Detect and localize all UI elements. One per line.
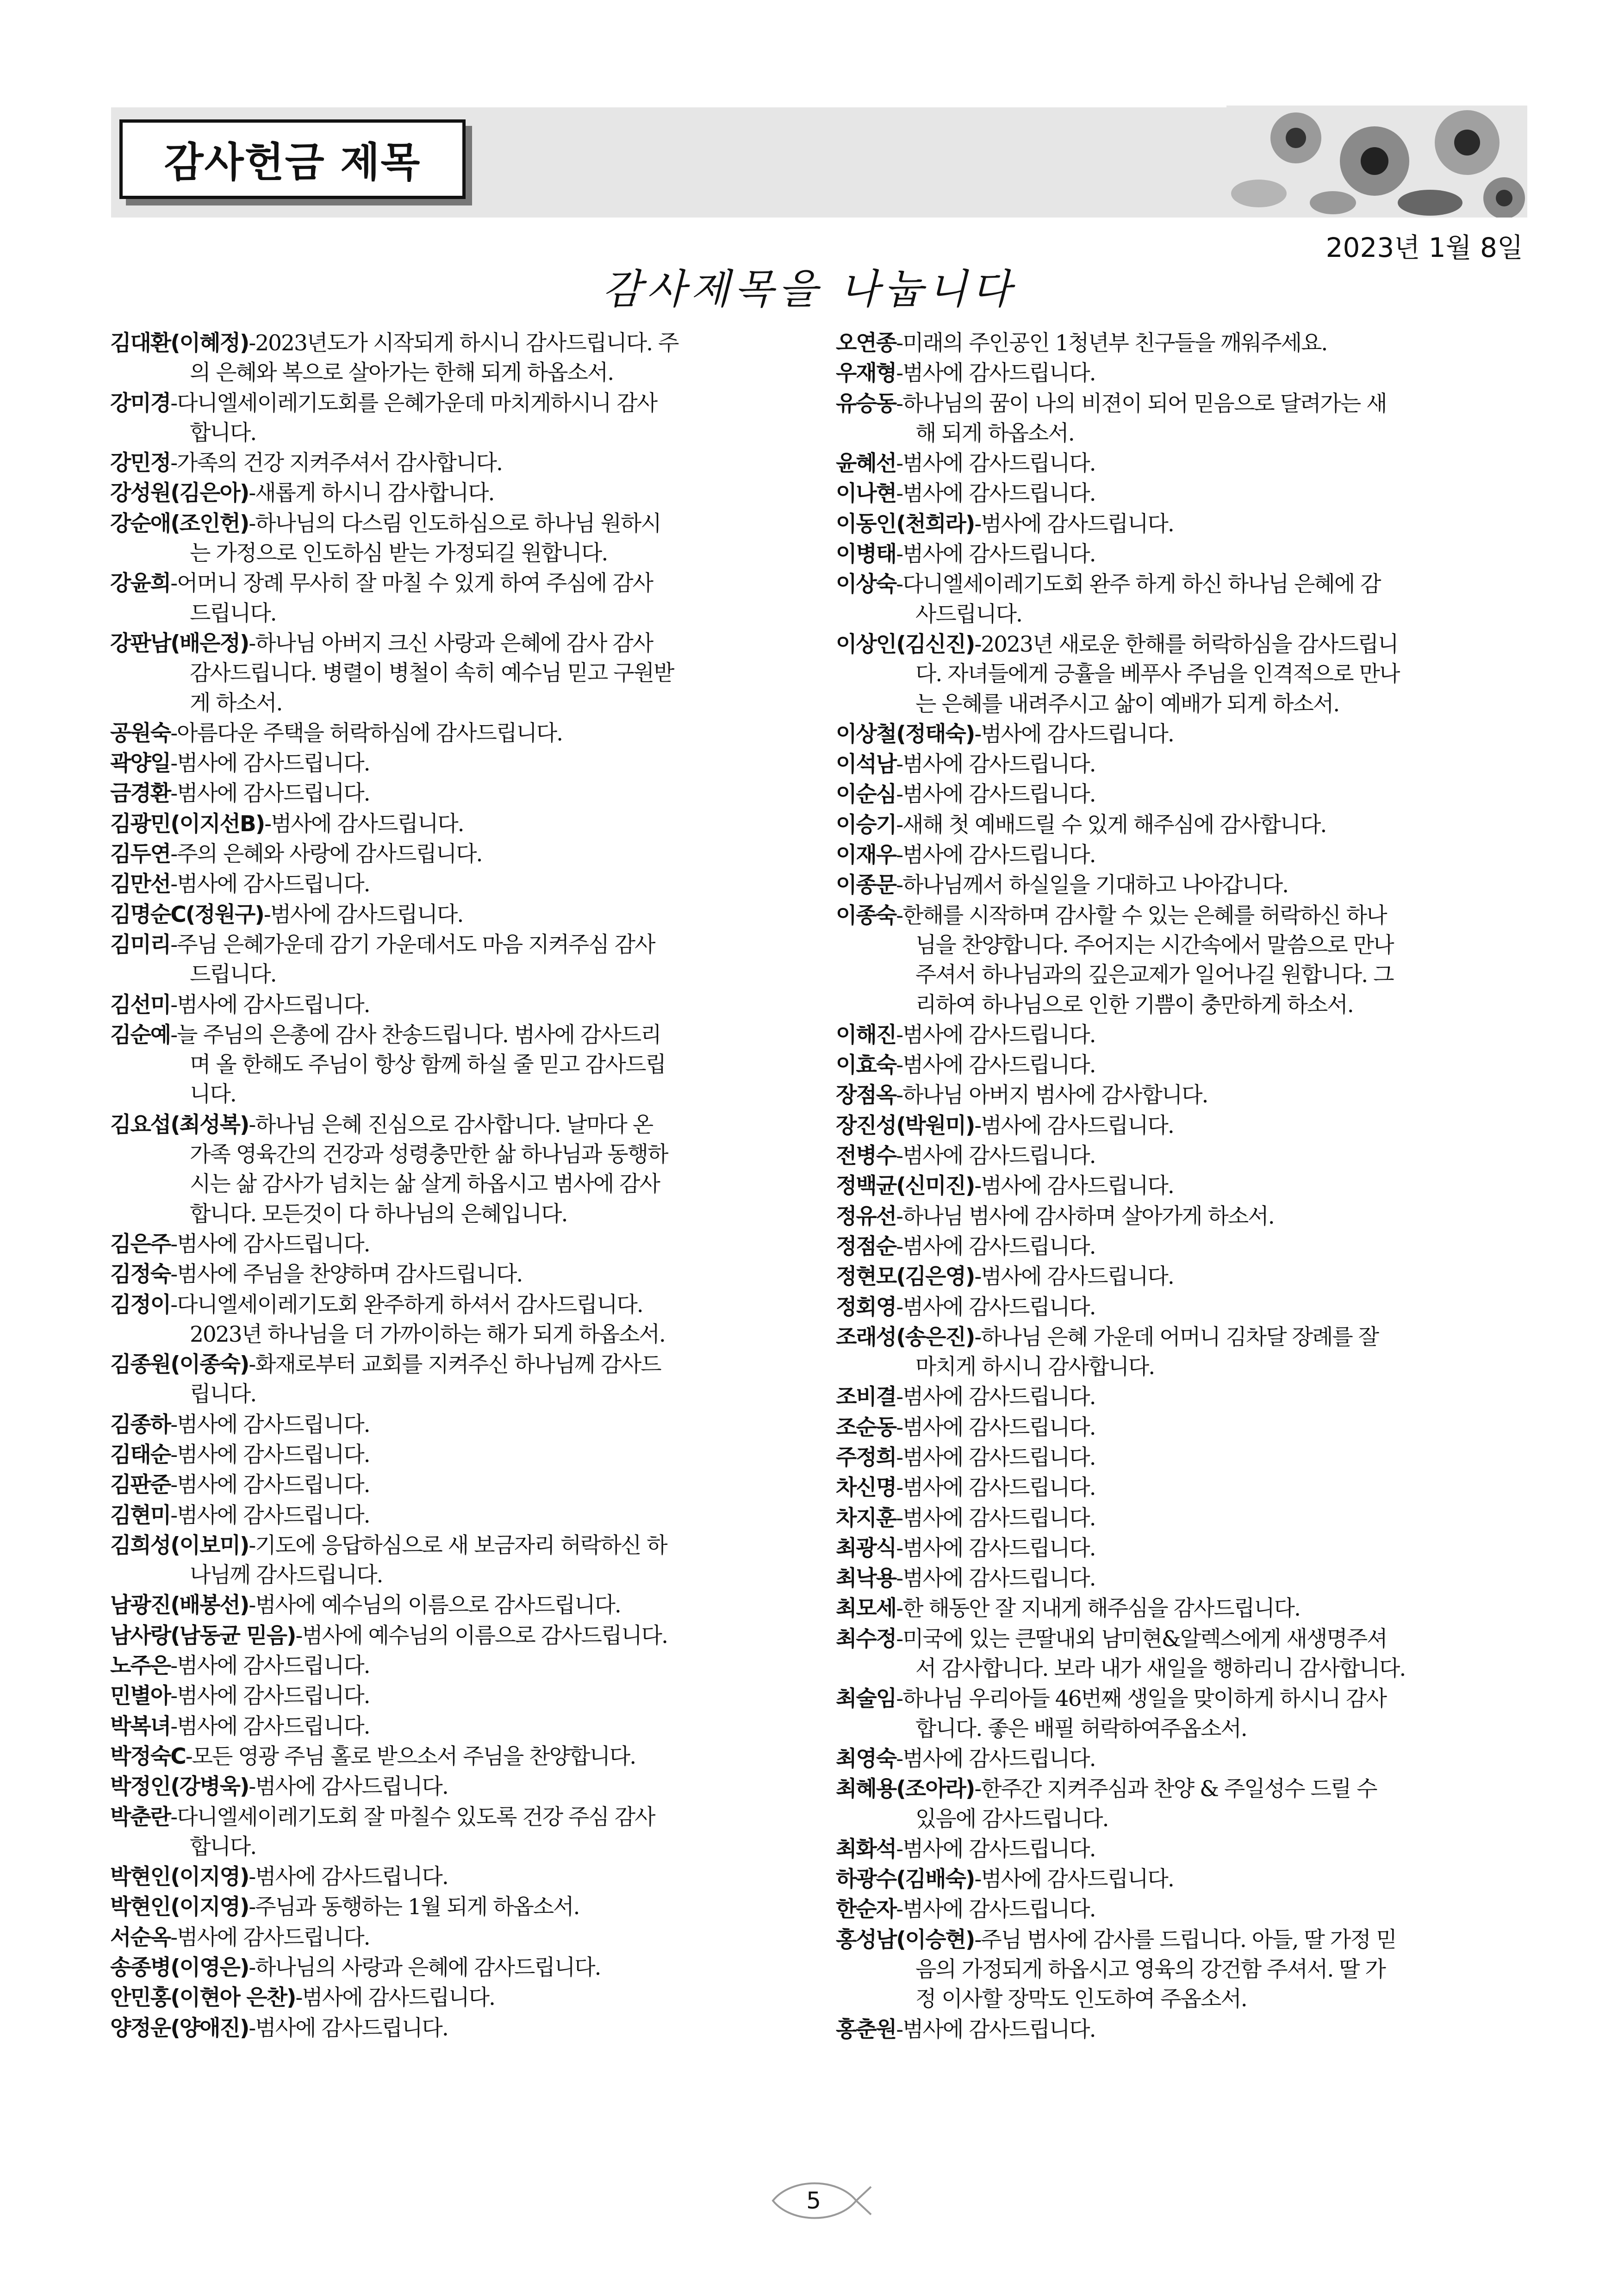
gratitude-entry — [110, 779, 795, 809]
gratitude-entry — [836, 1262, 1521, 1292]
entry-message: -한해를 시작하며 감사할 수 있는 은혜를 허락하신 하나 — [896, 902, 1387, 928]
gratitude-entry — [836, 1141, 1521, 1171]
entry-message: -기도에 응답하심으로 새 보금자리 허락하신 하 — [249, 1532, 667, 1558]
entry-name: 김광민(이지선B) — [110, 811, 265, 837]
gratitude-entry — [836, 1594, 1521, 1624]
entry-name: 강윤희 — [110, 571, 171, 597]
entry-message-continued: 립니다. — [190, 1381, 256, 1407]
gratitude-entry — [836, 479, 1521, 509]
entry-name: 최광식 — [836, 1535, 896, 1561]
entry-name: 이나현 — [836, 481, 896, 507]
entry-name: 홍성남(이승현) — [836, 1927, 975, 1953]
gratitude-entry — [110, 2014, 795, 2043]
entry-message: -주의 은혜와 사랑에 감사드립니다. — [170, 841, 482, 867]
gratitude-entry — [836, 1443, 1521, 1473]
gratitude-entry — [836, 1051, 1521, 1080]
gratitude-entry — [836, 510, 1521, 539]
gratitude-entry — [836, 1081, 1521, 1110]
entry-message-continued: 감사드립니다. 병렬이 병철이 속히 예수님 믿고 구원받 — [190, 660, 674, 686]
entry-message: -범사에 감사드립니다. — [896, 1022, 1095, 1048]
gratitude-entry — [110, 1803, 795, 1862]
entry-message: -하나님 은혜 가운데 어머니 김차달 장례를 잘 — [974, 1324, 1379, 1350]
gratitude-entry — [110, 1681, 795, 1711]
entry-name: 정백균(신미진) — [836, 1173, 975, 1199]
entry-name: 김선미 — [110, 992, 171, 1018]
entry-name: 최혜용(조아라) — [836, 1776, 975, 1802]
gratitude-entry — [836, 1504, 1521, 1533]
entry-name: 김태순 — [110, 1442, 171, 1468]
gratitude-entry — [110, 1531, 795, 1591]
gratitude-entry — [836, 1171, 1521, 1201]
gratitude-entry — [110, 1892, 795, 1922]
entry-message-continued: 드립니다. — [190, 600, 276, 626]
gratitude-entry — [110, 930, 795, 990]
entry-name: 박정인(강병욱) — [110, 1774, 249, 1800]
gratitude-entry — [836, 1323, 1521, 1382]
entry-message: -범사에 감사드립니다. — [896, 1505, 1095, 1531]
entry-message: -하나님 아버지 크신 사랑과 은혜에 감사 감사 — [249, 630, 653, 656]
page-number-fish-icon — [764, 2175, 875, 2226]
entry-name: 이상숙 — [836, 572, 896, 597]
entry-message: -다니엘세이레기도회 완주 하게 하신 하나님 은혜에 감 — [896, 572, 1381, 597]
entry-message: -범사에 감사드립니다. — [170, 1713, 370, 1739]
gratitude-entry — [836, 359, 1521, 388]
gratitude-entry — [110, 900, 795, 930]
entry-name: 최화석 — [836, 1836, 896, 1862]
gratitude-entry — [836, 901, 1521, 1020]
entry-message: -범사에 감사드립니다. — [264, 811, 464, 837]
entry-message: -하나님의 꿈이 나의 비젼이 되어 믿음으로 달려가는 새 — [896, 391, 1387, 417]
gratitude-entry — [110, 1591, 795, 1620]
entry-message: -범사에 감사드립니다. — [170, 1442, 370, 1468]
gratitude-entry — [110, 1772, 795, 1802]
entry-message: -2023년도가 시작되게 하시니 감사드립니다. 주 — [249, 330, 678, 356]
entry-name: 정점순 — [836, 1233, 896, 1259]
gratitude-entry — [836, 1774, 1521, 1834]
entry-name: 이상철(정태숙) — [836, 721, 975, 747]
entry-message: -새롭게 하시니 감사합니다. — [249, 480, 494, 506]
entry-name: 김요섭(최성복) — [110, 1112, 249, 1138]
entry-name: 최모세 — [836, 1596, 896, 1622]
gratitude-entry — [110, 1983, 795, 2013]
gratitude-entry — [836, 570, 1521, 629]
gratitude-entry — [836, 1020, 1521, 1050]
gratitude-entry — [836, 2015, 1521, 2045]
gratitude-entry — [836, 1202, 1521, 1232]
gratitude-entry — [110, 1621, 795, 1651]
entry-name: 장진성(박원미) — [836, 1113, 975, 1139]
gratitude-entry — [110, 809, 795, 839]
entry-message: -범사에 감사드립니다. — [896, 1475, 1095, 1501]
gratitude-entry — [110, 629, 795, 718]
gratitude-entry — [110, 1712, 795, 1742]
entry-message: -한주간 지켜주심과 찬양 & 주일성수 드릴 수 — [974, 1776, 1377, 1802]
gratitude-entry — [110, 870, 795, 899]
entry-message: -범사에 주님을 찬양하며 감사드립니다. — [170, 1262, 523, 1288]
entry-name: 강순애(조인헌) — [110, 510, 249, 536]
gratitude-entry — [836, 810, 1521, 840]
entry-message-continued: 는 가정으로 인도하심 받는 가정되길 원합니다. — [190, 541, 608, 566]
entry-message: -하나님 우리아들 46번째 생일을 맞이하게 하시니 감사 — [896, 1686, 1386, 1712]
date: 2023년 1월 8일 — [1326, 232, 1523, 263]
entry-message: -범사에 감사드립니다. — [896, 752, 1095, 778]
entry-name: 박정숙C — [110, 1743, 186, 1769]
entry-name: 김판준 — [110, 1472, 171, 1498]
entry-name: 남사랑(남동균 믿음) — [110, 1623, 296, 1649]
entry-message-continued: 의 은혜와 복으로 살아가는 한해 되게 하옵소서. — [190, 360, 614, 386]
entry-name: 강판남(배은정) — [110, 630, 249, 656]
entry-message: -다니엘세이레기도회 잘 마칠수 있도록 건강 주심 감사 — [170, 1804, 655, 1830]
entry-name: 김순예 — [110, 1022, 171, 1048]
entry-name: 정회영 — [836, 1294, 896, 1320]
entry-message: -범사에 감사드립니다. — [974, 1113, 1174, 1139]
gratitude-entry — [836, 1111, 1521, 1141]
gratitude-entry — [110, 1862, 795, 1892]
entry-name: 이종숙 — [836, 902, 896, 928]
gratitude-entry — [836, 1564, 1521, 1593]
entry-name: 노주은 — [110, 1653, 171, 1679]
gratitude-entry — [836, 329, 1521, 358]
entry-message: -새해 첫 예배드릴 수 있게 해주심에 감사합니다. — [896, 812, 1326, 838]
entry-message: -범사에 감사드립니다. — [896, 1897, 1095, 1923]
entry-name: 한순자 — [836, 1897, 896, 1923]
entry-name: 최술임 — [836, 1686, 896, 1712]
gratitude-entry — [836, 1835, 1521, 1864]
entry-message: -범사에 감사드립니다. — [263, 902, 463, 927]
entry-message: -범사에 감사드립니다. — [170, 781, 370, 807]
entry-message: -범사에 감사드립니다. — [896, 541, 1095, 567]
entry-message: -범사에 감사드립니다. — [974, 1173, 1174, 1199]
entry-name: 김미리 — [110, 932, 171, 958]
entry-name: 정유선 — [836, 1203, 896, 1229]
gratitude-entry — [110, 840, 795, 869]
gratitude-entry — [836, 720, 1521, 749]
entry-name: 오연종 — [836, 330, 896, 356]
entry-name: 차신명 — [836, 1475, 896, 1501]
gratitude-entry — [110, 569, 795, 628]
gratitude-entry — [836, 540, 1521, 569]
entry-name: 이병태 — [836, 541, 896, 567]
entry-name: 김두연 — [110, 841, 171, 867]
entry-name: 최수정 — [836, 1626, 896, 1652]
entry-name: 곽양일 — [110, 751, 171, 777]
entry-message: -범사에 감사드립니다. — [249, 1864, 448, 1890]
gratitude-entry — [836, 1624, 1521, 1684]
gratitude-entry — [110, 719, 795, 748]
entry-message: -범사에 감사드립니다. — [170, 1683, 370, 1709]
entry-message: -범사에 감사드립니다. — [896, 1414, 1095, 1440]
entry-message: -범사에 감사드립니다. — [896, 1052, 1095, 1078]
entry-name: 이상인(김신진) — [836, 631, 975, 657]
entry-message: -범사에 감사드립니다. — [896, 1836, 1095, 1862]
gratitude-entry — [836, 840, 1521, 870]
entry-message: -범사에 감사드립니다. — [896, 2016, 1095, 2042]
entry-message: -범사에 감사드립니다. — [974, 721, 1174, 747]
entry-name: 정현모(김은영) — [836, 1264, 975, 1290]
gratitude-entry — [836, 1744, 1521, 1774]
gratitude-entry — [836, 1534, 1521, 1563]
entry-message: -아름다운 주택을 허락하심에 감사드립니다. — [170, 720, 563, 746]
entry-message: -범사에 감사드립니다. — [896, 842, 1095, 868]
entry-message: -가족의 건강 지켜주셔서 감사합니다. — [170, 450, 502, 476]
entry-message-continued: 합니다. 모든것이 다 하나님의 은혜입니다. — [190, 1201, 567, 1227]
gratitude-entry — [836, 449, 1521, 479]
entry-name: 김대환(이혜정) — [110, 330, 249, 356]
entry-message-continued: 합니다. — [190, 1834, 256, 1860]
entry-message-continued: 마치게 하시니 감사합니다. — [915, 1354, 1155, 1380]
entry-message-continued: 는 은혜를 내려주시고 삶이 예배가 되게 하소서. — [915, 691, 1339, 717]
entry-name: 이석남 — [836, 752, 896, 778]
entry-message: -늘 주님의 은총에 감사 찬송드립니다. 범사에 감사드리 — [170, 1022, 661, 1048]
entry-name: 장점옥 — [836, 1083, 896, 1108]
entry-name: 공원숙 — [110, 720, 171, 746]
entry-message: -범사에 감사드립니다. — [896, 481, 1095, 507]
entry-message-continued: 정 이사할 장막도 인도하여 주옵소서. — [915, 1986, 1247, 2012]
gratitude-entry — [110, 448, 795, 478]
gratitude-entry — [110, 1260, 795, 1289]
entry-message-continued: 드립니다. — [190, 962, 276, 988]
gratitude-entry — [110, 1501, 795, 1531]
entry-name: 강성원(김은아) — [110, 480, 249, 506]
gratitude-entry — [110, 1440, 795, 1470]
gratitude-entry — [110, 1230, 795, 1259]
entry-message: -범사에 감사드립니다. — [896, 1746, 1095, 1772]
gratitude-entry — [110, 1410, 795, 1440]
entry-name: 홍춘원 — [836, 2016, 896, 2042]
entry-message-continued: 사드립니다. — [915, 601, 1022, 627]
entry-message: -모든 영광 주님 홀로 받으소서 주님을 찬양합니다. — [185, 1743, 636, 1769]
page-number: 5 — [806, 2187, 821, 2214]
entry-message: -범사에 감사드립니다. — [896, 451, 1095, 477]
entry-message: -범사에 감사드립니다. — [974, 1264, 1174, 1290]
gratitude-entry — [110, 509, 795, 569]
entry-name: 김정숙 — [110, 1262, 171, 1288]
entry-name: 조순동 — [836, 1414, 896, 1440]
entry-name: 김명순C(정원구) — [110, 902, 264, 927]
entry-name: 주정희 — [836, 1444, 896, 1470]
gratitude-entry — [836, 1293, 1521, 1322]
entry-name: 박복녀 — [110, 1713, 171, 1739]
entry-message: -하나님 은혜 진심으로 감사합니다. 날마다 온 — [249, 1112, 653, 1138]
entry-name: 서순옥 — [110, 1924, 171, 1950]
entry-name: 전병수 — [836, 1143, 896, 1169]
gratitude-entry — [110, 389, 795, 448]
entry-name: 김정이 — [110, 1292, 171, 1318]
entry-message-continued: 나님께 감사드립니다. — [190, 1562, 383, 1588]
entry-message: -범사에 감사드립니다. — [170, 992, 370, 1018]
entry-message: -범사에 감사드립니다. — [170, 1924, 370, 1950]
gratitude-entry — [836, 1925, 1521, 2015]
entry-message-continued: 니다. — [190, 1082, 236, 1108]
entry-name: 조래성(송은진) — [836, 1324, 975, 1350]
gratitude-entry — [110, 1953, 795, 1983]
entry-name: 이재우 — [836, 842, 896, 868]
entry-message: -범사에 감사드립니다. — [896, 361, 1095, 386]
entry-message: -범사에 감사드립니다. — [170, 1472, 370, 1498]
entry-message: -미국에 있는 큰딸내외 남미현&알렉스에게 새생명주셔 — [896, 1626, 1387, 1652]
entry-message: -범사에 예수님의 이름으로 감사드립니다. — [295, 1623, 668, 1649]
section-title: 감사헌금 제목 — [119, 119, 466, 199]
entry-message-continued: 음의 가정되게 하옵시고 영육의 강건함 주셔서. 딸 가 — [915, 1957, 1385, 1983]
entry-message-continued: 합니다. — [190, 420, 256, 446]
entry-name: 김종원(이종숙) — [110, 1352, 249, 1378]
entry-name: 김현미 — [110, 1502, 171, 1528]
entry-message-continued: 게 하소서. — [190, 690, 282, 716]
sunflower-image — [1226, 106, 1527, 218]
entry-message: -화재로부터 교회를 지켜주신 하나님께 감사드 — [249, 1352, 661, 1378]
entry-message-continued: 며 올 한해도 주님이 항상 함께 하실 줄 믿고 감사드립 — [190, 1052, 666, 1078]
entry-message-continued: 리하여 하나님으로 인한 기쁨이 충만하게 하소서. — [915, 992, 1353, 1018]
entry-message: -범사에 감사드립니다. — [974, 1867, 1174, 1892]
entry-message: -범사에 감사드립니다. — [170, 751, 370, 777]
gratitude-entry — [836, 630, 1521, 719]
entry-message: -하나님 아버지 범사에 감사합니다. — [896, 1083, 1208, 1108]
entry-message: -범사에 감사드립니다. — [170, 1231, 370, 1257]
entry-name: 송종병(이영은) — [110, 1955, 249, 1981]
entry-message: -범사에 예수님의 이름으로 감사드립니다. — [249, 1593, 621, 1618]
entry-name: 김만선 — [110, 871, 171, 897]
gratitude-entry — [110, 329, 795, 388]
entry-message: -미래의 주인공인 1청년부 친구들을 깨워주세요. — [896, 330, 1327, 356]
entry-name: 이승기 — [836, 812, 896, 838]
entry-message-continued: 가족 영육간의 건강과 성령충만한 삶 하나님과 동행하 — [190, 1142, 668, 1168]
entry-message-continued: 다. 자녀들에게 긍휼을 베푸사 주님을 인격적으로 만나 — [915, 661, 1400, 687]
entry-name: 조비결 — [836, 1384, 896, 1410]
entry-message-continued: 서 감사합니다. 보라 내가 새일을 행하리니 감사합니다. — [915, 1656, 1406, 1682]
gratitude-entry — [110, 1290, 795, 1350]
left-column — [110, 329, 795, 2044]
entry-name: 하광수(김배숙) — [836, 1867, 975, 1892]
entry-message: -하나님의 사랑과 은혜에 감사드립니다. — [249, 1955, 601, 1981]
entry-message: -2023년 새로운 한해를 허락하심을 감사드립니 — [974, 631, 1398, 657]
entry-name: 금경환 — [110, 781, 171, 807]
entry-name: 우재형 — [836, 361, 896, 386]
entry-name: 박현인(이지영) — [110, 1864, 249, 1890]
entry-name: 박현인(이지영) — [110, 1894, 249, 1920]
entry-message: -범사에 감사드립니다. — [896, 1143, 1095, 1169]
gratitude-entry — [110, 1470, 795, 1500]
entry-message: -범사에 감사드립니다. — [896, 1444, 1095, 1470]
entry-name: 강민정 — [110, 450, 171, 476]
entry-message: -범사에 감사드립니다. — [974, 511, 1174, 537]
entry-name: 김희성(이보미) — [110, 1532, 249, 1558]
entry-message-continued: 해 되게 하옵소서. — [915, 420, 1074, 446]
entry-message-continued: 2023년 하나님을 더 가까이하는 해가 되게 하옵소서. — [190, 1321, 665, 1347]
entry-message: -범사에 감사드립니다. — [170, 871, 370, 897]
entry-message: -하나님께서 하실일을 기대하고 나아갑니다. — [896, 872, 1288, 898]
entry-name: 남광진(배봉선) — [110, 1593, 249, 1618]
entry-name: 최낙용 — [836, 1566, 896, 1592]
entry-name: 이동인(천희라) — [836, 511, 975, 537]
gratitude-entry — [836, 871, 1521, 900]
entry-name: 이종문 — [836, 872, 896, 898]
gratitude-entry — [836, 389, 1521, 449]
gratitude-entry — [110, 1742, 795, 1772]
entry-message: -범사에 감사드립니다. — [896, 1384, 1095, 1410]
entry-message: -범사에 감사드립니다. — [896, 1566, 1095, 1592]
entry-message: -범사에 감사드립니다. — [896, 1294, 1095, 1320]
entry-name: 유승동 — [836, 391, 896, 417]
gratitude-entry — [836, 1895, 1521, 1924]
gratitude-entry — [836, 1473, 1521, 1503]
gratitude-entry — [110, 479, 795, 508]
gratitude-entry — [110, 1923, 795, 1953]
gratitude-entry — [110, 1651, 795, 1681]
gratitude-entry — [110, 990, 795, 1020]
entry-name: 박춘란 — [110, 1804, 171, 1830]
gratitude-entry — [836, 750, 1521, 779]
gratitude-entry — [836, 1413, 1521, 1443]
entry-name: 안민홍(이현아 은찬) — [110, 1985, 296, 2011]
entry-message-continued: 합니다. 좋은 배필 허락하여주옵소서. — [915, 1716, 1247, 1742]
entry-name: 차지훈 — [836, 1505, 896, 1531]
entry-message: -범사에 감사드립니다. — [295, 1985, 495, 2011]
gratitude-entry — [836, 780, 1521, 809]
entry-name: 김종하 — [110, 1412, 171, 1437]
entry-name: 최영숙 — [836, 1746, 896, 1772]
entry-message: -다니엘세이레기도회를 은혜가운데 마치게하시니 감사 — [170, 390, 657, 416]
entry-message-continued: 님을 찬양합니다. 주어지는 시간속에서 말씀으로 만나 — [915, 932, 1394, 958]
entry-message: -범사에 감사드립니다. — [249, 2015, 448, 2041]
entry-message-continued: 있음에 감사드립니다. — [915, 1806, 1108, 1832]
entry-name: 이해진 — [836, 1022, 896, 1048]
gratitude-entry — [110, 749, 795, 778]
entry-name: 김은주 — [110, 1231, 171, 1257]
gratitude-entry — [836, 1382, 1521, 1412]
entry-name: 이효숙 — [836, 1052, 896, 1078]
entry-name: 양정운(양애진) — [110, 2015, 249, 2041]
entry-message: -주님 은혜가운데 감기 가운데서도 마음 지켜주심 감사 — [170, 932, 655, 958]
handwritten-heading: 감사제목을 나눕니다 — [602, 265, 1016, 313]
entry-message: -다니엘세이레기도회 완주하게 하셔서 감사드립니다. — [170, 1292, 643, 1318]
entry-message: -하나님 범사에 감사하며 살아가게 하소서. — [896, 1203, 1274, 1229]
gratitude-entry — [110, 1020, 795, 1110]
entry-message: -범사에 감사드립니다. — [896, 782, 1095, 808]
entry-message: -어머니 장례 무사히 잘 마칠 수 있게 하여 주심에 감사 — [170, 571, 653, 597]
gratitude-entry — [836, 1865, 1521, 1894]
entry-message: -하나님의 다스림 인도하심으로 하나님 원하시 — [249, 510, 661, 536]
entry-name: 민별아 — [110, 1683, 171, 1709]
entry-message: -범사에 감사드립니다. — [170, 1502, 370, 1528]
entry-message: -범사에 감사드립니다. — [896, 1535, 1095, 1561]
entry-message-continued: 시는 삶 감사가 넘치는 삶 살게 하옵시고 범사에 감사 — [190, 1171, 660, 1197]
entry-message: -범사에 감사드립니다. — [170, 1412, 370, 1437]
entry-name: 이순심 — [836, 782, 896, 808]
gratitude-entry — [110, 1350, 795, 1410]
gratitude-entry — [110, 1110, 795, 1229]
entry-message: -한 해동안 잘 지내게 해주심을 감사드립니다. — [896, 1596, 1300, 1622]
gratitude-entry — [836, 1232, 1521, 1262]
entry-message: -주님 범사에 감사를 드립니다. 아들, 딸 가정 믿 — [974, 1927, 1396, 1953]
entry-name: 윤혜선 — [836, 451, 896, 477]
right-column — [836, 329, 1521, 2045]
gratitude-entry — [836, 1684, 1521, 1744]
entry-message: -범사에 감사드립니다. — [896, 1233, 1095, 1259]
entry-message: -범사에 감사드립니다. — [249, 1774, 448, 1800]
entry-name: 강미경 — [110, 390, 171, 416]
entry-message: -주님과 동행하는 1월 되게 하옵소서. — [249, 1894, 579, 1920]
entry-message: -범사에 감사드립니다. — [170, 1653, 370, 1679]
entry-message-continued: 주셔서 하나님과의 깊은교제가 일어나길 원합니다. 그 — [915, 962, 1394, 988]
